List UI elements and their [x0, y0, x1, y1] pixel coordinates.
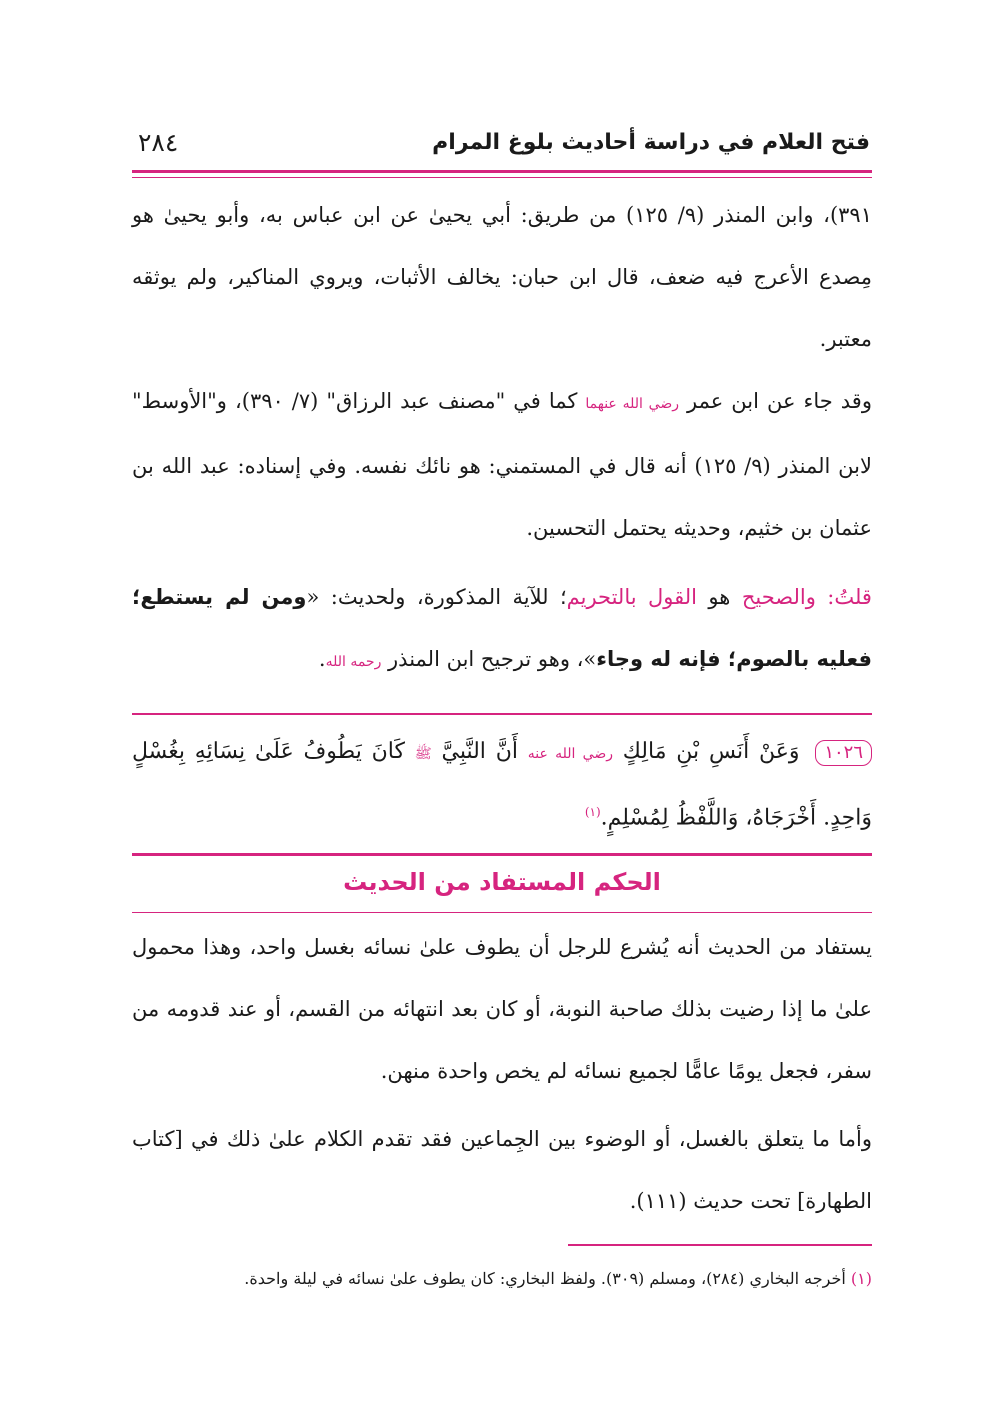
- paragraph-5-text: وأما ما يتعلق بالغسل، أو الوضوء بين الجِماعين فقد تقدم الكلام علىٰ ذلك في [كتاب الطهارة] تحت حديث (١١١).: [132, 1127, 872, 1213]
- footnote-rule: [568, 1244, 872, 1246]
- hadith-number-badge: ١٠٢٦: [815, 740, 872, 766]
- hadith-text: [132, 723, 872, 847]
- paragraph-3-text-a: هو: [708, 585, 731, 609]
- honorific-glyph: رحمه الله: [325, 654, 382, 670]
- section-title: الحكم المستفاد من الحديث: [343, 868, 661, 896]
- honorific-glyph: رضي الله عنه: [527, 746, 613, 762]
- paragraph-2: [132, 370, 872, 559]
- hadith-quote: ومن لم يستطع؛ فعليه بالصوم؛ فإنه له وجاء: [132, 585, 872, 671]
- paragraph-3-text-c: »، وهو ترجيح ابن المنذر: [388, 647, 597, 671]
- section-rule: [132, 912, 872, 913]
- hadith-text-c: كَانَ يَطُوفُ عَلَىٰ نِسَائِهِ بِغُسْلٍ وَاحِدٍ. أَخْرَجَاهُ، وَاللَّفْظُ لِمُسْلِمٍ.: [132, 739, 872, 831]
- paragraph-3: [132, 566, 872, 693]
- header-rule-thin: [132, 177, 872, 178]
- honorific-glyph: ﷺ: [414, 746, 432, 762]
- hadith-text-a: وَعَنْ أَنَسِ بْنِ مَالِكٍ: [622, 739, 800, 764]
- honorific-glyph: رضي الله عنهما: [585, 396, 679, 412]
- header-rule: [132, 170, 872, 173]
- paragraph-4-text: يستفاد من الحديث أنه يُشرع للرجل أن يطوف علىٰ نسائه بغسل واحد، وهذا محمول علىٰ ما إذا رضيت بذلك صاحبة النوبة، أو كان بعد انتهائه من القسم، أو عند قدومه من سفر، فجعل يومًا عامًّا لجميع نسائه لم يخص واحدة منهن.: [132, 935, 872, 1083]
- footnote-reference[interactable]: (١): [584, 805, 601, 819]
- hadith-top-rule: [132, 713, 872, 715]
- paragraph-1: [132, 184, 872, 370]
- paragraph-2-text-a: وقد جاء عن ابن عمر: [687, 389, 872, 413]
- hadith-bottom-rule: [132, 853, 872, 856]
- page-number: ٢٨٤: [138, 128, 179, 157]
- paragraph-5: [132, 1108, 872, 1232]
- qult-phrase: قلتُ: والصحيح: [741, 585, 872, 609]
- footnote-marker: (١): [850, 1269, 872, 1288]
- paragraph-1-text: ٣٩١)، وابن المنذر (٩/ ١٢٥) من طريق: أبي يحيىٰ عن ابن عباس به، وأبو يحيىٰ هو مِصدع الأعرج فيه ضعف، قال ابن حبان: يخالف الأثبات، ويروي المناكير، ولم يوثقه معتبر.: [132, 203, 872, 351]
- paragraph-3-end: .: [318, 647, 326, 671]
- tahrim-phrase: القول بالتحريم: [566, 585, 697, 609]
- hadith-text-b: أَنَّ النَّبِيَّ: [441, 739, 518, 764]
- footnote-text: أخرجه البخاري (٢٨٤)، ومسلم (٣٠٩). ولفظ البخاري: كان يطوف علىٰ نسائه في ليلة واحدة.: [244, 1269, 846, 1288]
- running-header: [134, 122, 870, 166]
- paragraph-4: [132, 916, 872, 1102]
- hadith-block: [132, 713, 872, 849]
- footnote: [132, 1266, 872, 1292]
- paragraph-3-text-b: ؛ للآية المذكورة، ولحديث: «: [306, 585, 567, 609]
- book-title: فتح العلام في دراسة أحاديث بلوغ المرام: [432, 130, 870, 155]
- paragraph-2-text-b: كما في "مصنف عبد الرزاق" (٧/ ٣٩٠)، و"الأوسط" لابن المنذر (٩/ ١٢٥) أنه قال في المستمني: هو نائك نفسه. وفي إسناده: عبد الله بن عثمان بن خثيم، وحديثه يحتمل التحسين.: [132, 389, 872, 540]
